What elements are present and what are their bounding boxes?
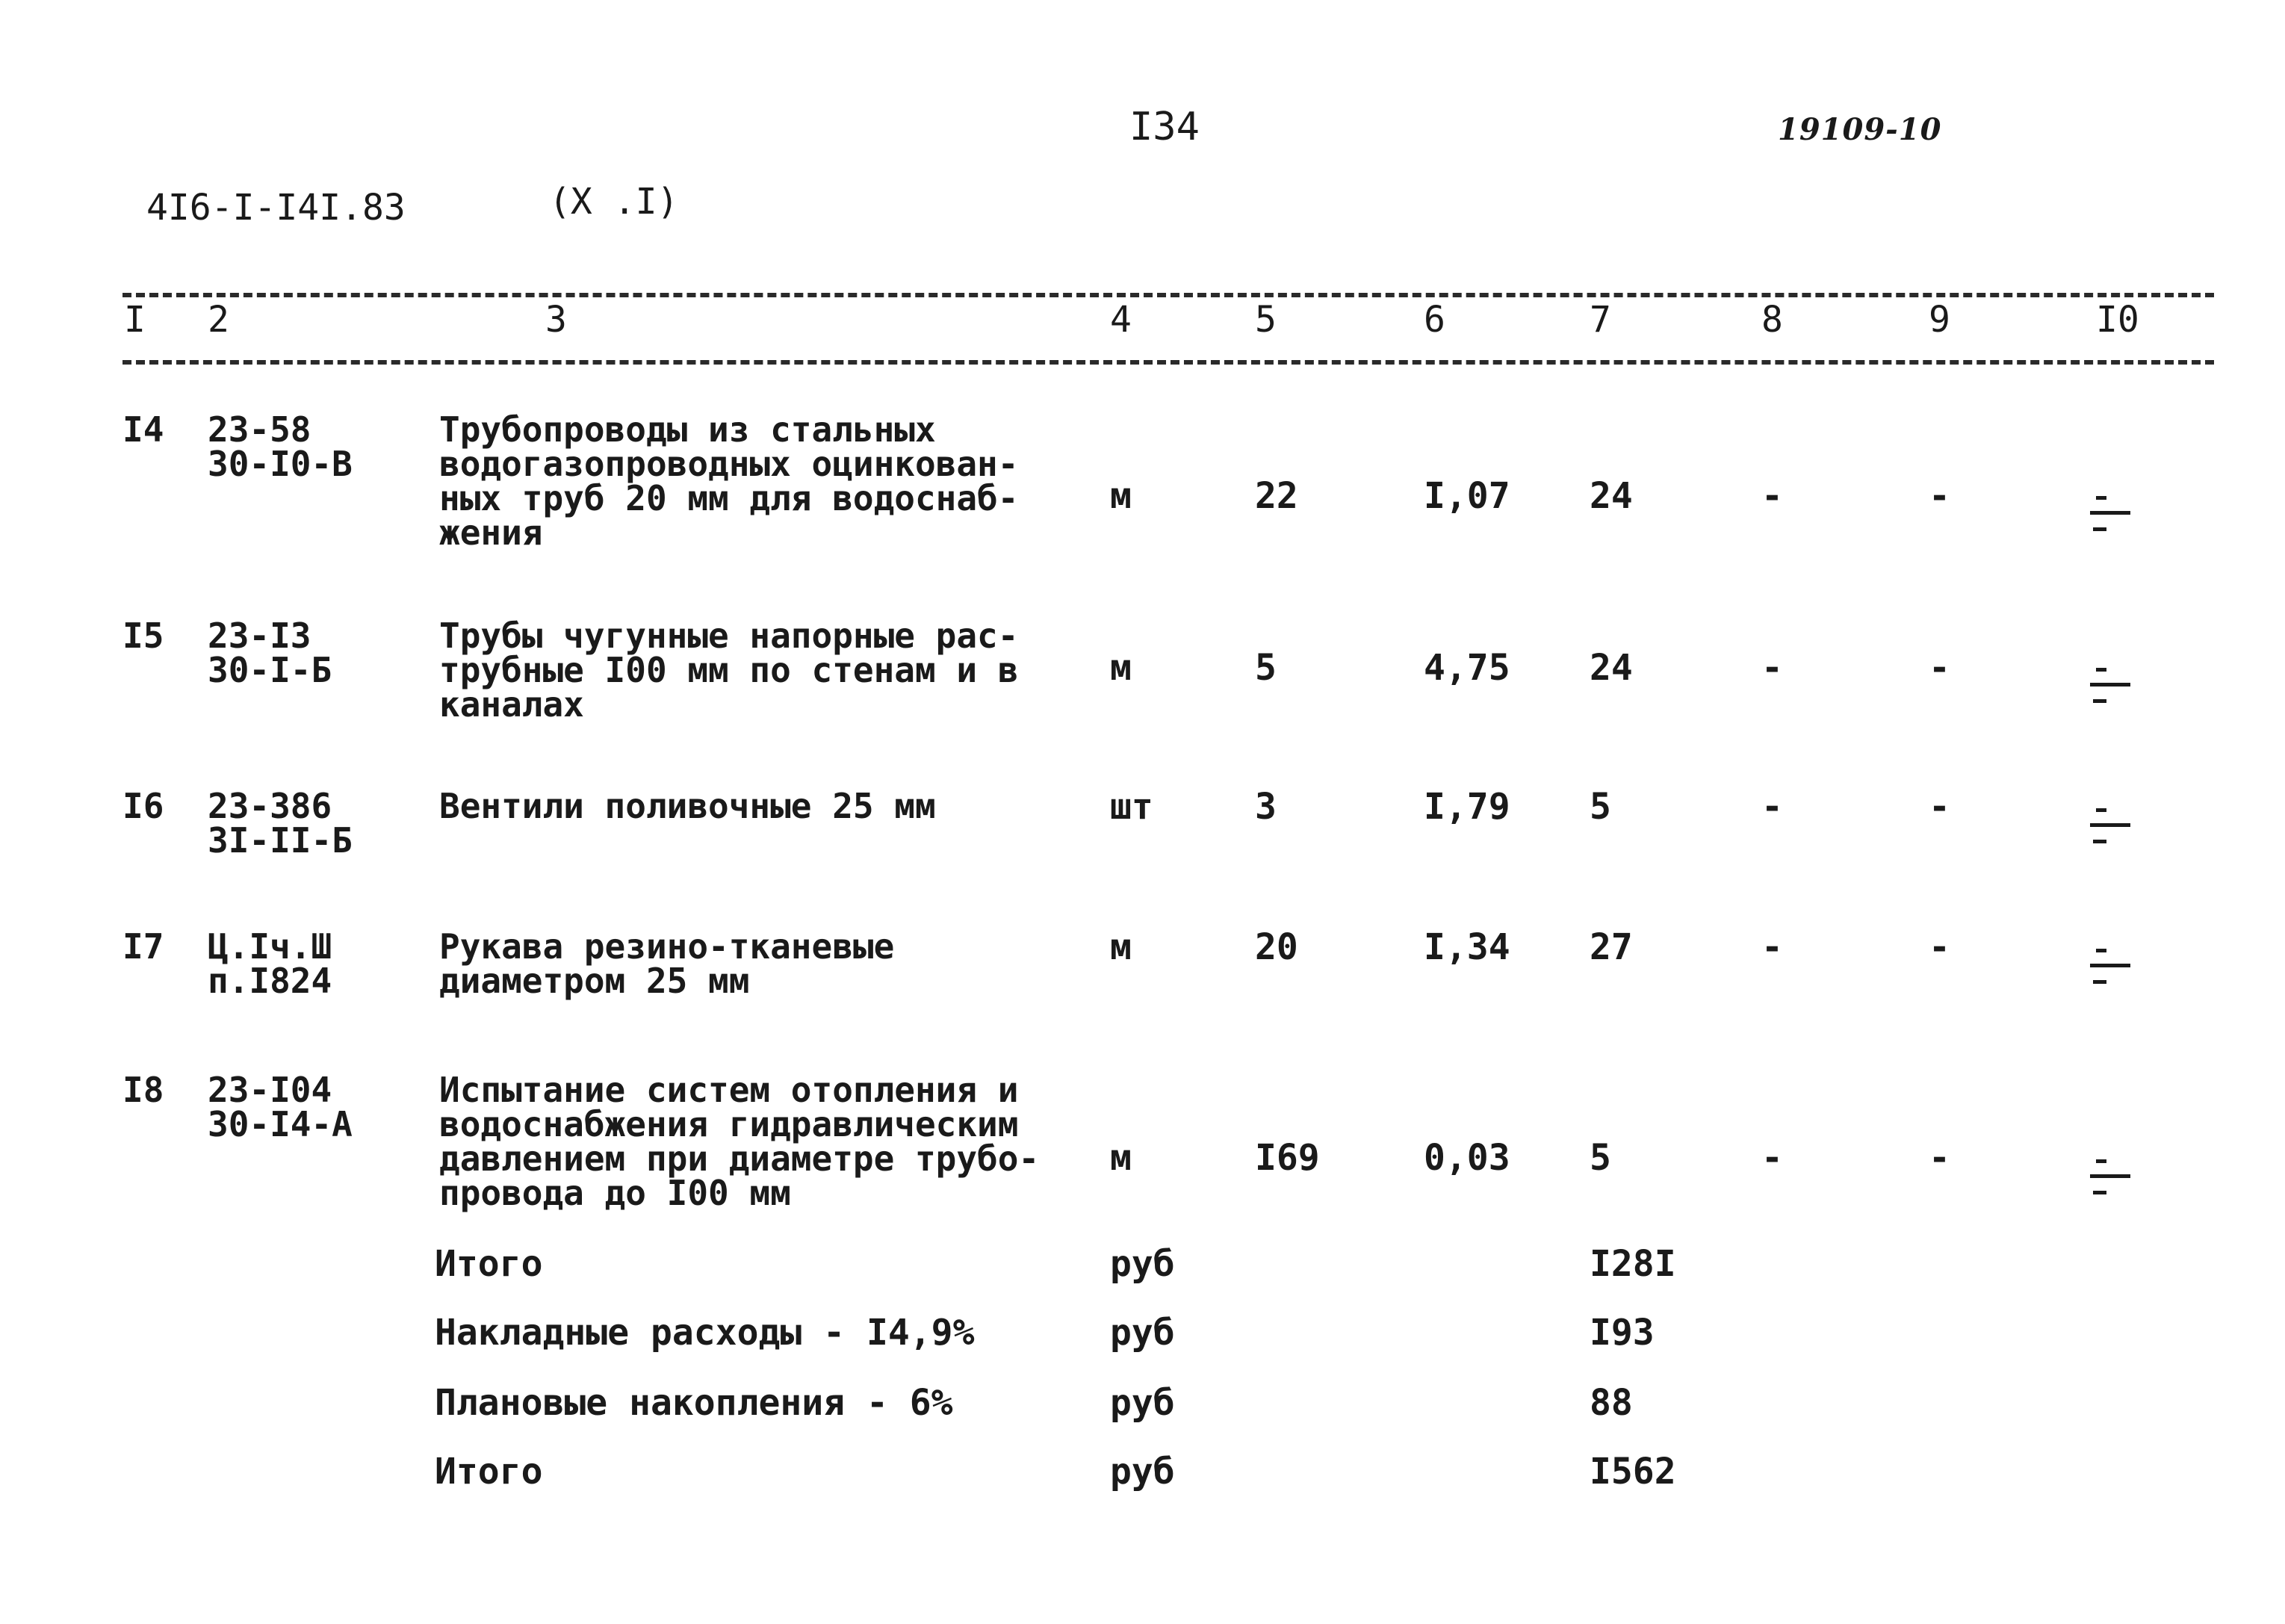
row-unit: м (1110, 647, 1132, 689)
handwritten-note: 19109-10 (1778, 112, 1942, 147)
row-col9: - (1929, 647, 1950, 689)
column-header: 2 (208, 299, 229, 341)
summary-total: 88 (1590, 1382, 1633, 1424)
row-col8: - (1761, 647, 1783, 689)
row-col9: - (1929, 1137, 1950, 1179)
row-total: 27 (1590, 926, 1633, 968)
column-header: I0 (2096, 299, 2139, 341)
row-description: Испытание систем отопления и водоснабжения гидравлическим давлением при диаметре трубо- провода до I00 мм (439, 1070, 1040, 1213)
row-col9: - (1929, 786, 1950, 828)
row-code-line2: 3I-II-Б (208, 820, 353, 861)
row-code-line2: 30-I4-А (208, 1104, 353, 1144)
dash-stack-icon (2087, 1152, 2132, 1204)
row-quantity: 3 (1255, 786, 1277, 828)
summary-unit: руб (1110, 1451, 1175, 1493)
row-price: 0,03 (1424, 1137, 1510, 1179)
column-header: I (124, 299, 146, 341)
dash-stack-icon (2087, 660, 2132, 713)
row-col8: - (1761, 1137, 1783, 1179)
row-unit: шт (1110, 786, 1153, 828)
dash-stack-icon (2087, 941, 2132, 994)
header-rule-bottom (123, 360, 2214, 365)
row-description: Трубопроводы из стальных водогазопроводных оцинкован- ных труб 20 мм для водоснаб- жения (439, 409, 1019, 553)
row-code-line1: 23-58 (208, 409, 311, 450)
row-total: 5 (1590, 786, 1611, 828)
row-total: 5 (1590, 1137, 1611, 1179)
document-code: 4I6-I-I4I.83 (146, 187, 406, 229)
column-header: 9 (1929, 299, 1950, 341)
row-quantity: I69 (1255, 1137, 1320, 1179)
column-header: 8 (1761, 299, 1783, 341)
summary-label: Итого (435, 1451, 543, 1493)
row-price: I,34 (1424, 926, 1510, 968)
row-code-line1: 23-I3 (208, 616, 311, 656)
row-total: 24 (1590, 647, 1633, 689)
summary-unit: руб (1110, 1243, 1175, 1285)
row-total: 24 (1590, 475, 1633, 517)
row-col8: - (1761, 926, 1783, 968)
column-header: 4 (1110, 299, 1132, 341)
row-price: 4,75 (1424, 647, 1510, 689)
row-code-line1: 23-I04 (208, 1070, 332, 1110)
row-description: Трубы чугунные напорные рас- трубные I00 мм по стенам и в каналах (439, 616, 1019, 725)
summary-total: I28I (1590, 1243, 1676, 1285)
row-description: Вентили поливочные 25 мм (439, 786, 936, 826)
section-code: (X .I) (549, 181, 679, 223)
summary-unit: руб (1110, 1382, 1175, 1424)
row-code-line2: 30-I0-B (208, 444, 353, 484)
row-unit: м (1110, 1137, 1132, 1179)
row-col8: - (1761, 475, 1783, 517)
header-rule-top (123, 293, 2214, 297)
column-header: 3 (545, 299, 567, 341)
column-header: 5 (1255, 299, 1277, 341)
row-code-line1: 23-386 (208, 786, 332, 826)
row-price: I,79 (1424, 786, 1510, 828)
row-number: I6 (123, 786, 164, 826)
row-col8: - (1761, 786, 1783, 828)
dash-stack-icon (2087, 801, 2132, 853)
row-description: Рукава резино-тканевые диаметром 25 мм (439, 926, 895, 1001)
row-quantity: 5 (1255, 647, 1277, 689)
summary-total: I562 (1590, 1451, 1676, 1493)
row-unit: м (1110, 926, 1132, 968)
row-number: I7 (123, 926, 164, 967)
summary-label: Накладные расходы - I4,9% (435, 1312, 975, 1354)
row-code-line1: Ц.Iч.Ш (208, 926, 332, 967)
row-number: I4 (123, 409, 164, 450)
summary-unit: руб (1110, 1312, 1175, 1354)
row-col9: - (1929, 475, 1950, 517)
summary-label: Плановые накопления - 6% (435, 1382, 953, 1424)
summary-label: Итого (435, 1243, 543, 1285)
row-quantity: 20 (1255, 926, 1298, 968)
page-number: I34 (1129, 105, 1200, 149)
row-code-line2: 30-I-Б (208, 650, 332, 690)
column-header: 6 (1424, 299, 1445, 341)
dash-stack-icon (2087, 489, 2132, 541)
row-number: I5 (123, 616, 164, 656)
column-header: 7 (1590, 299, 1611, 341)
summary-total: I93 (1590, 1312, 1655, 1354)
row-number: I8 (123, 1070, 164, 1110)
row-unit: м (1110, 475, 1132, 517)
row-price: I,07 (1424, 475, 1510, 517)
row-quantity: 22 (1255, 475, 1298, 517)
row-col9: - (1929, 926, 1950, 968)
row-code-line2: п.I824 (208, 961, 332, 1001)
